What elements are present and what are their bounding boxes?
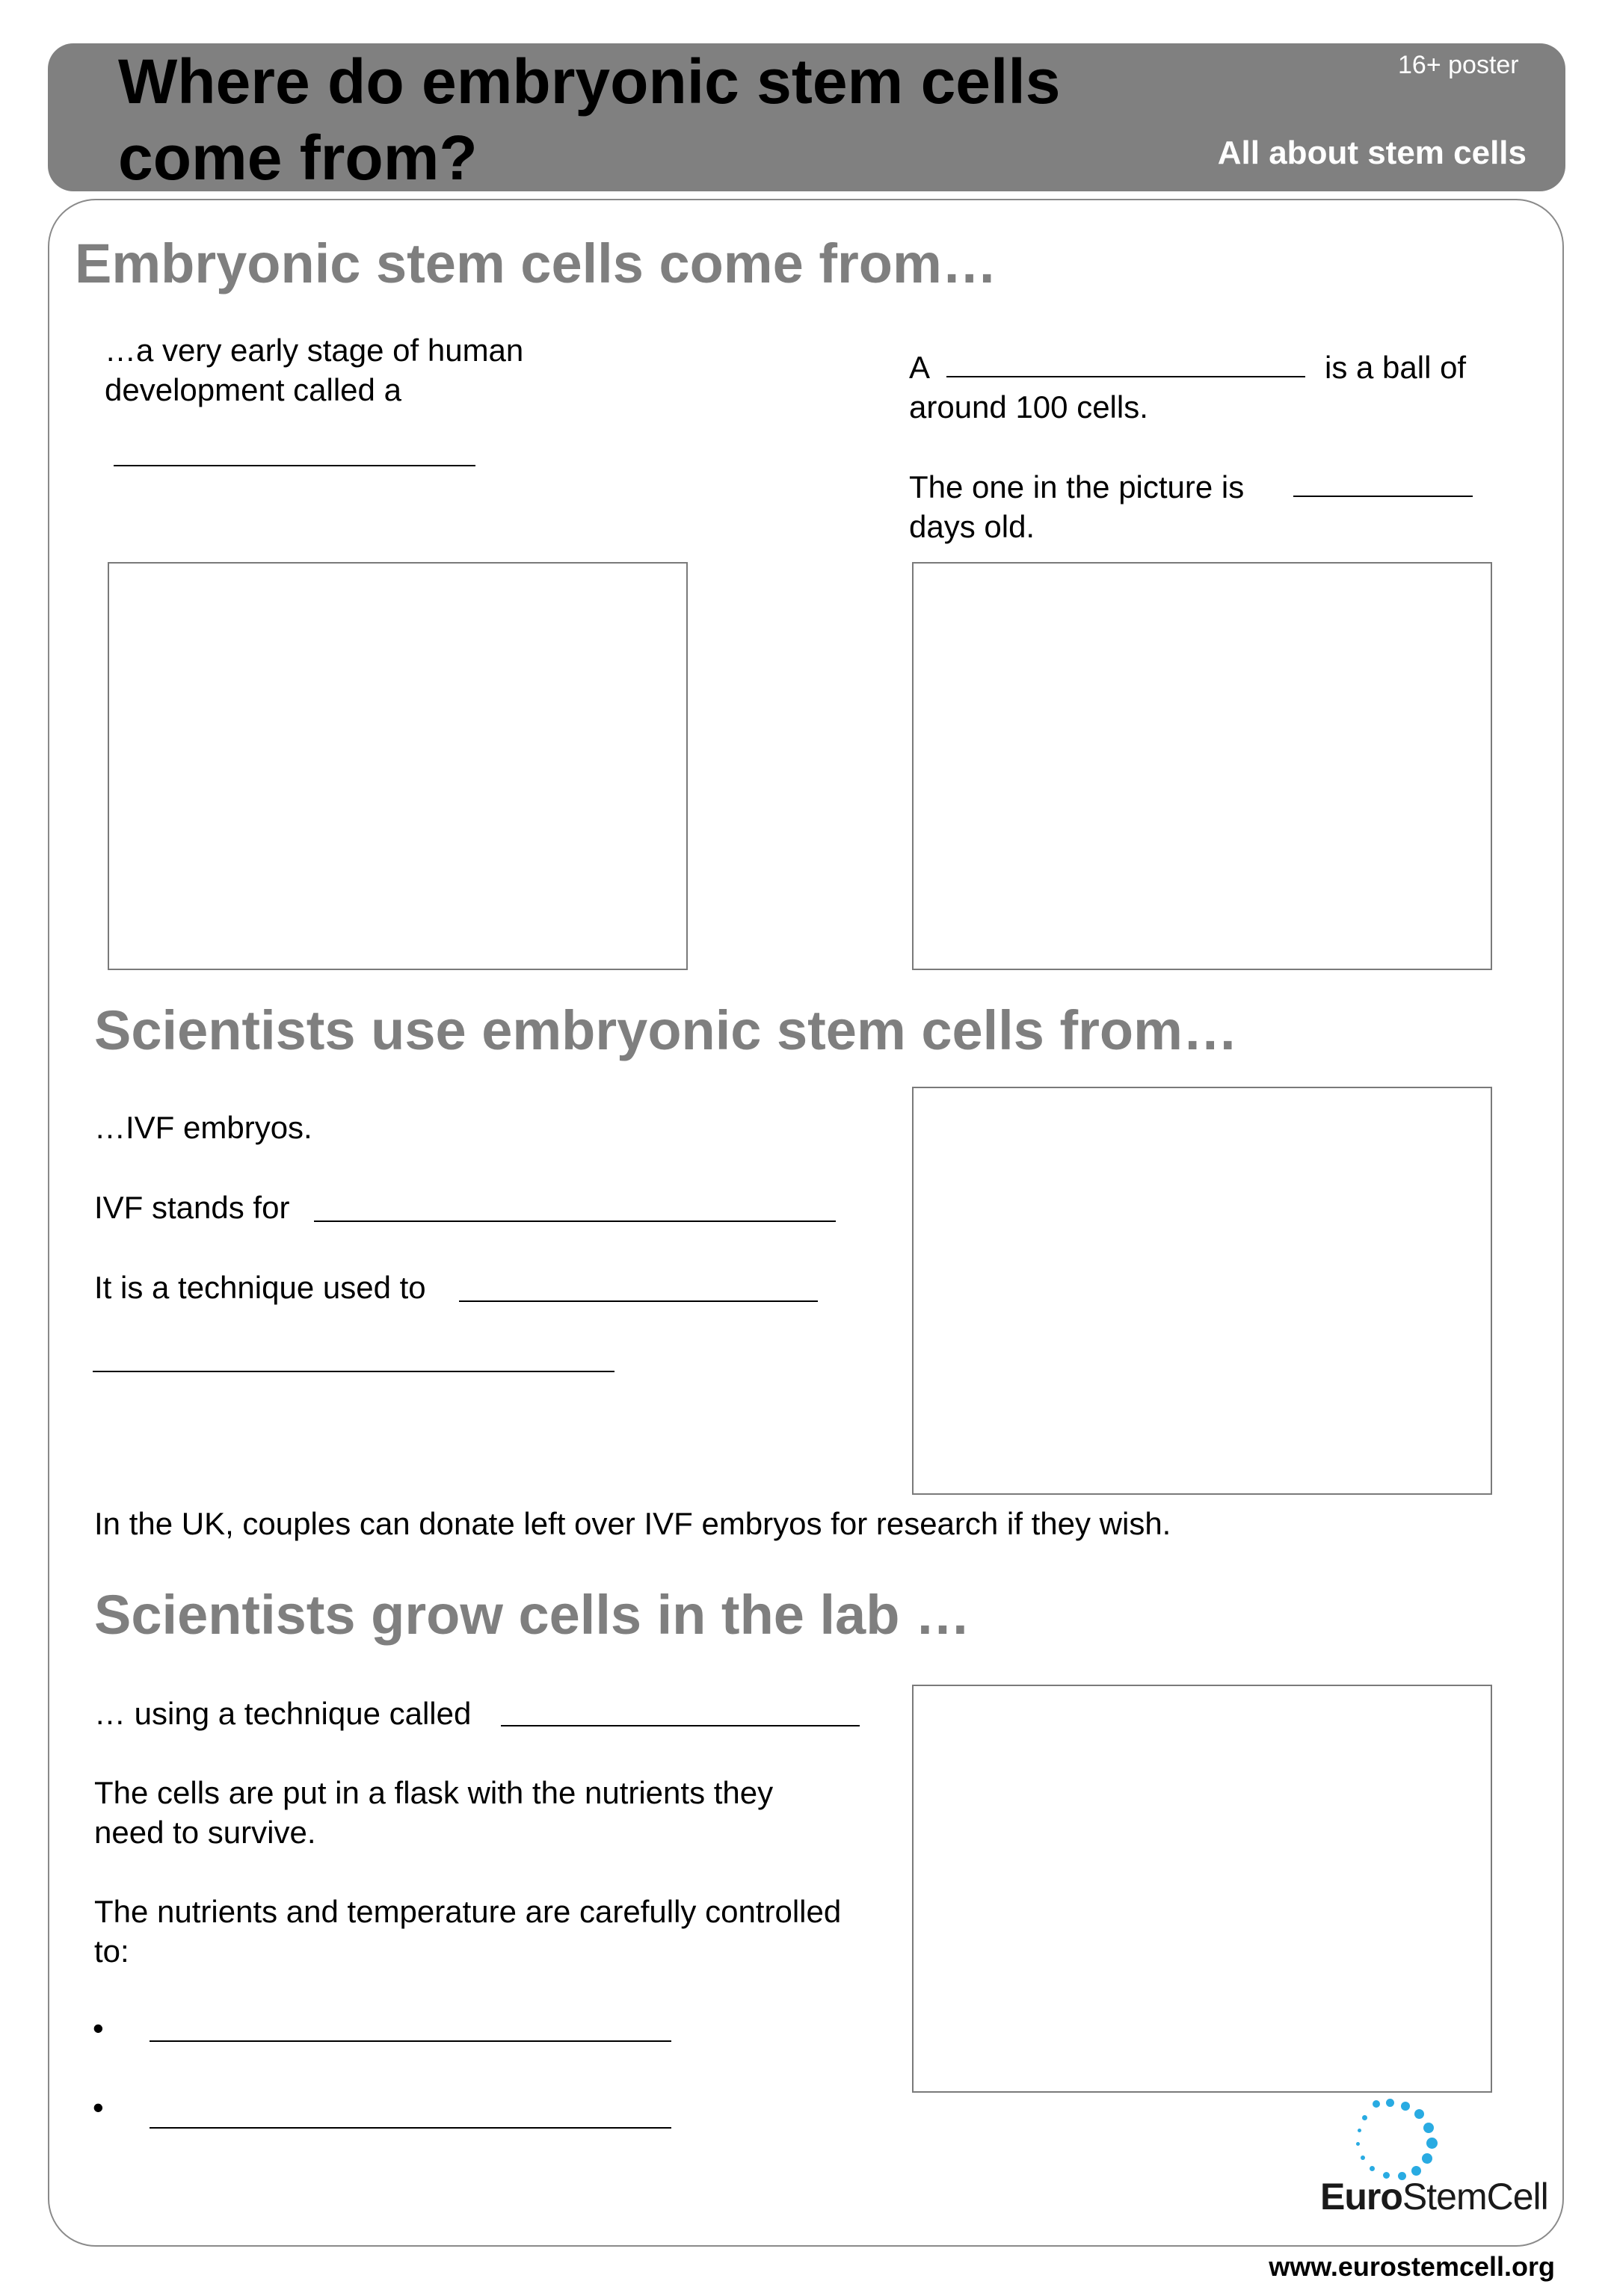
poster-tag: 16+ poster xyxy=(1398,51,1519,79)
blank-line-culture[interactable] xyxy=(501,1725,860,1726)
blank-line-bullet-1[interactable] xyxy=(150,2040,671,2042)
section3-heading: Scientists grow cells in the lab … xyxy=(94,1584,970,1646)
eurostemcell-logo xyxy=(1320,2175,1548,2218)
blank-line-days[interactable] xyxy=(1293,496,1473,497)
dotted-circle-logo-icon xyxy=(1331,2099,1443,2181)
section1-right-line3: The one in the picture is xyxy=(909,469,1245,504)
section1-left-line1: …a very early stage of human xyxy=(105,333,524,368)
section1-right-line2: around 100 cells. xyxy=(909,389,1148,425)
blank-line-ivf[interactable] xyxy=(314,1220,836,1222)
section1-right-a: A xyxy=(909,350,931,385)
series-label: All about stem cells xyxy=(1217,135,1527,171)
section1-right-line4: days old. xyxy=(909,509,1035,544)
title-line-1: Where do embryonic stem cells xyxy=(118,46,1061,117)
blank-line-technique[interactable] xyxy=(459,1300,818,1302)
blank-line-stage[interactable] xyxy=(114,465,475,466)
section1-heading: Embryonic stem cells come from… xyxy=(75,232,997,294)
blank-line-ball[interactable] xyxy=(946,376,1305,377)
blank-line-technique-2[interactable] xyxy=(93,1371,615,1372)
bullet-2: • xyxy=(93,2090,104,2125)
section2-line3: It is a technique used to xyxy=(94,1270,426,1305)
section3-para2-line1: The nutrients and temperature are carefully controlled xyxy=(94,1894,842,1929)
section1-left-line2: development called a xyxy=(105,372,401,407)
logo-euro: Euro xyxy=(1320,2176,1402,2218)
page-title xyxy=(118,43,1060,196)
section2-heading: Scientists use embryonic stem cells from… xyxy=(94,999,1238,1061)
section2-note: In the UK, couples can donate left over IVF embryos for research if they wish. xyxy=(94,1506,1171,1541)
image-box-3[interactable] xyxy=(912,1087,1492,1495)
section3-para1-line1: The cells are put in a flask with the nutrients they xyxy=(94,1775,774,1810)
section3-line1: … using a technique called xyxy=(94,1696,472,1731)
website-url[interactable]: www.eurostemcell.org xyxy=(1269,2251,1555,2282)
image-box-2[interactable] xyxy=(912,562,1492,970)
section1-right-ball: is a ball of xyxy=(1325,350,1467,385)
blank-line-bullet-2[interactable] xyxy=(150,2127,671,2129)
logo-stemcell: StemCell xyxy=(1402,2176,1548,2218)
bullet-1: • xyxy=(93,2010,104,2046)
image-box-1[interactable] xyxy=(108,562,688,970)
section2-line1: …IVF embryos. xyxy=(94,1110,312,1145)
image-box-4[interactable] xyxy=(912,1685,1492,2093)
section2-line2: IVF stands for xyxy=(94,1190,290,1225)
title-line-2: come from? xyxy=(118,123,478,193)
section3-para1-line2: need to survive. xyxy=(94,1815,316,1850)
section3-para2-line2: to: xyxy=(94,1934,129,1969)
